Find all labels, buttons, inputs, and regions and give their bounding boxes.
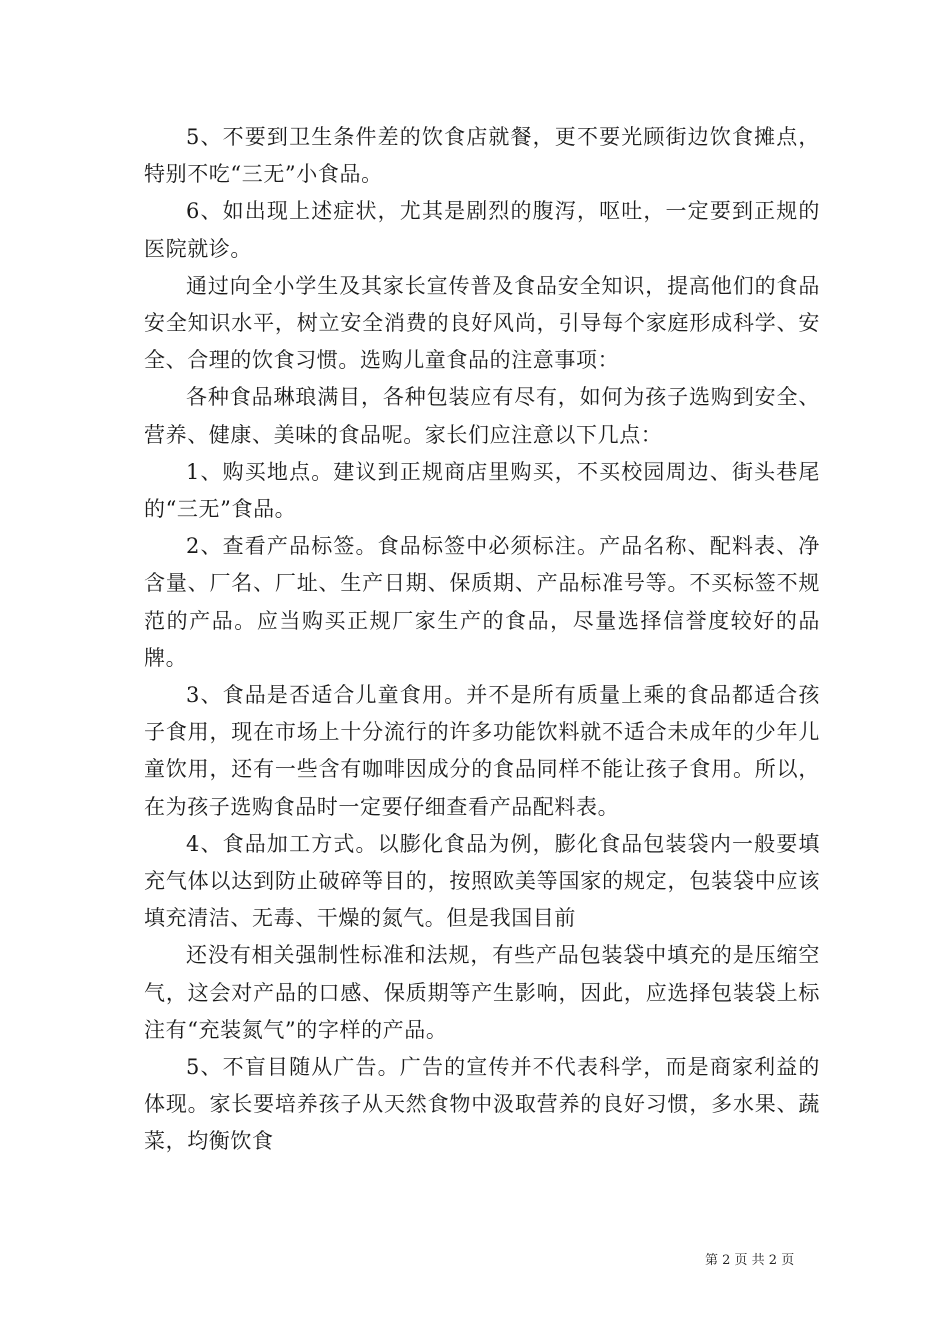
- paragraph-7: 3、食品是否适合儿童食用。并不是所有质量上乘的食品都适合孩子食用，现在市场上十分流行的许多功能饮料就不适合未成年的少年儿童饮用，还有一些含有咖啡因成分的食品同样不能让孩子食用。所以，在为孩子选购食品时一定要仔细查看产品配料表。: [144, 683, 820, 819]
- paragraph-9: 还没有相关强制性标准和法规，有些产品包装袋中填充的是压缩空气，这会对产品的口感、保质期等产生影响，因此，应选择包装袋上标注有“充装氮气”的字样的产品。: [144, 943, 820, 1042]
- paragraph-1: 5、不要到卫生条件差的饮食店就餐，更不要光顾街边饮食摊点，特别不吃“三无”小食品。: [144, 125, 820, 187]
- document-body: [144, 119, 820, 1161]
- paragraph-3: 通过向全小学生及其家长宣传普及食品安全知识，提高他们的食品安全知识水平，树立安全消费的良好风尚，引导每个家庭形成科学、安全、合理的饮食习惯。选购儿童食品的注意事项：: [144, 273, 820, 373]
- paragraph-8: 4、食品加工方式。以膨化食品为例，膨化食品包装袋内一般要填充气体以达到防止破碎等目的，按照欧美等国家的规定，包装袋中应该填充清洁、无毒、干燥的氮气。但是我国目前: [144, 831, 820, 931]
- paragraph-6: 2、查看产品标签。食品标签中必须标注。产品名称、配料表、净含量、厂名、厂址、生产日期、保质期、产品标准号等。不买标签不规范的产品。应当购买正规厂家生产的食品，尽量选择信誉度较好的品牌。: [144, 534, 820, 670]
- paragraph-5: 1、购买地点。建议到正规商店里购买，不买校园周边、街头巷尾的“三无”食品。: [144, 459, 820, 522]
- page-number-footer: 第 2 页 共 2 页: [705, 1253, 795, 1268]
- paragraph-10: 5、不盲目随从广告。广告的宣传并不代表科学，而是商家利益的体现。家长要培养孩子从天然食物中汲取营养的良好习惯，多水果、蔬菜，均衡饮食: [144, 1055, 820, 1154]
- paragraph-4: 各种食品琳琅满目，各种包装应有尽有，如何为孩子选购到安全、营养、健康、美味的食品呢。家长们应注意以下几点：: [144, 385, 820, 447]
- paragraph-2: 6、如出现上述症状，尤其是剧烈的腹泻，呕吐，一定要到正规的医院就诊。: [144, 199, 820, 261]
